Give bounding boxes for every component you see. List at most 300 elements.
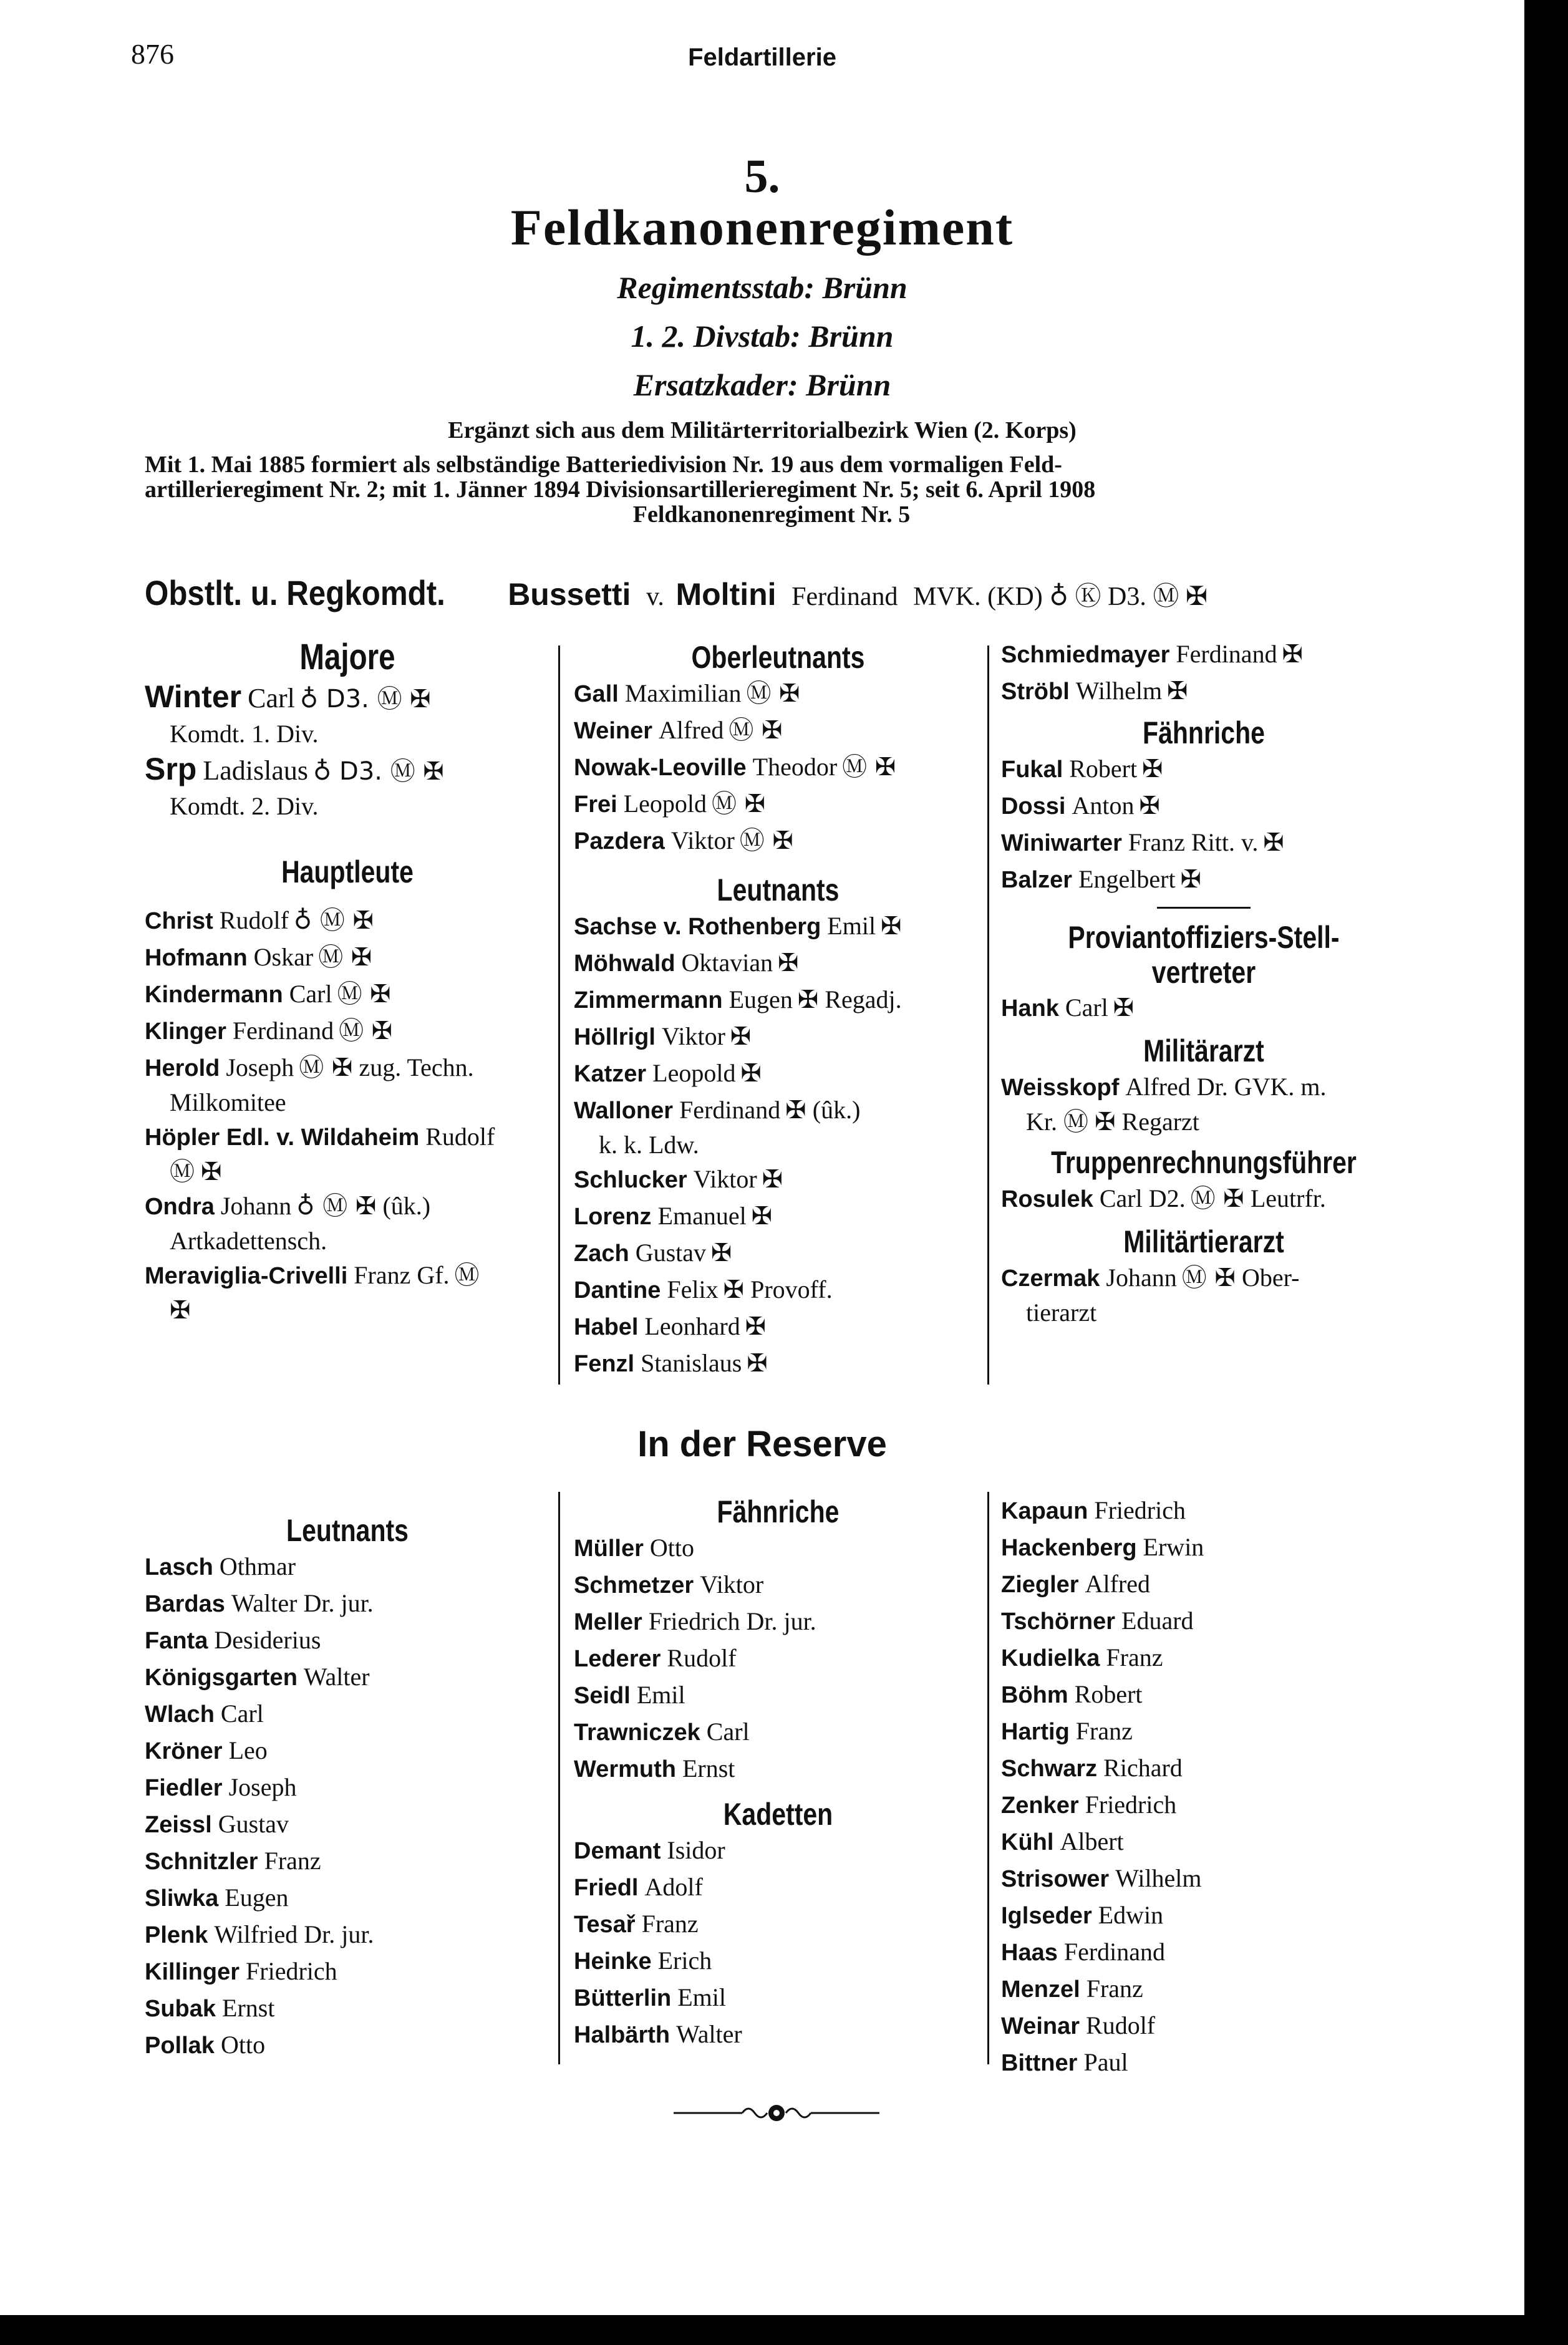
- note: Regadj.: [825, 985, 902, 1013]
- surname: Hackenberg: [1001, 1535, 1137, 1561]
- given-name: Emil: [677, 1983, 726, 2011]
- decorations: ✠: [797, 985, 819, 1014]
- person-entry: [1001, 1860, 1406, 1897]
- person-entry: [1001, 1824, 1406, 1860]
- person-entry: [1001, 2008, 1406, 2044]
- given-name: Leopold: [623, 790, 707, 818]
- person-entry: [574, 1980, 982, 2016]
- leutnants-list: [574, 908, 982, 1382]
- surname: Lederer: [574, 1646, 661, 1672]
- person-entry: [145, 1119, 550, 1156]
- entry-continuation: k. k. Ldw.: [599, 1131, 699, 1159]
- surname: Sliwka: [145, 1885, 219, 1912]
- surname: Weisskopf: [1001, 1075, 1120, 1101]
- person-entry: [1001, 1971, 1406, 2008]
- surname: Hartig: [1001, 1719, 1070, 1745]
- surname: Demant: [574, 1838, 661, 1864]
- given-name: Engelbert: [1078, 865, 1176, 893]
- person-entry: [145, 1659, 550, 1696]
- given-name: Robert: [1074, 1680, 1143, 1708]
- person-entry: [1001, 990, 1406, 1027]
- ornament-end-icon: [674, 2101, 879, 2125]
- given-name: Rudolf: [1086, 2011, 1156, 2039]
- given-name: Anton: [1072, 791, 1135, 820]
- person-entry: [145, 1769, 550, 1806]
- person-entry: [574, 1906, 982, 1943]
- regiment-history: [145, 452, 1398, 527]
- given-name: Franz Ritt. v.: [1128, 828, 1259, 856]
- decorations: ✠: [730, 1022, 752, 1051]
- decorations: ✠: [747, 1349, 768, 1378]
- surname: Ströbl: [1001, 679, 1070, 705]
- heading-reserve-leutnants: Leutnants: [286, 1513, 409, 1548]
- surname: Lorenz: [574, 1204, 652, 1230]
- given-name: Richard: [1103, 1754, 1183, 1782]
- given-name: Wilfried Dr. jur.: [214, 1920, 374, 1948]
- given-name: Gustav: [635, 1239, 707, 1267]
- station-divstab: 1. 2. Divstab: Brünn: [631, 319, 894, 354]
- given-name: Ernst: [222, 1994, 275, 2022]
- surname: Bütterlin: [574, 1985, 672, 2011]
- person-entry: [1001, 1069, 1406, 1106]
- given-name: Rudolf: [667, 1644, 737, 1672]
- person-entry: [574, 675, 982, 712]
- surname: Fenzl: [574, 1351, 635, 1377]
- person-entry: [145, 976, 550, 1013]
- column-divider: [558, 645, 560, 1385]
- surname: Killinger: [145, 1959, 240, 1985]
- surname: Schlucker: [574, 1167, 687, 1193]
- heading-leutnants: Leutnants: [717, 873, 840, 907]
- surname: Kudielka: [1001, 1645, 1100, 1671]
- kadetten-list: [574, 1832, 982, 2053]
- surname: Plenk: [145, 1922, 208, 1948]
- person-entry: [574, 1640, 982, 1677]
- surname: Weiner: [574, 718, 653, 744]
- person-entry: [1001, 1492, 1406, 1529]
- given-name: Carl: [706, 1718, 750, 1746]
- person-entry: [1001, 1750, 1406, 1787]
- active-col-3: [1001, 636, 1406, 1329]
- heading-majore: Majore: [299, 637, 395, 677]
- decorations: Ⓜ ✠: [712, 790, 766, 818]
- given-name: Otto: [649, 1534, 695, 1562]
- decorations: ✠: [745, 1312, 767, 1341]
- person-entry: [574, 749, 982, 786]
- decorations: Ⓜ ✠: [1181, 1264, 1236, 1292]
- surname: Höpler Edl. v. Wildaheim: [145, 1124, 420, 1151]
- reserve-faehnriche-list: [574, 1530, 982, 1787]
- given-name: Carl: [248, 683, 295, 713]
- given-name: Erich: [657, 1946, 712, 1975]
- surname: Subak: [145, 1996, 216, 2022]
- given-name: Wilhelm: [1115, 1864, 1202, 1892]
- surname: Königsgarten: [145, 1665, 298, 1691]
- entry-continuation: Artkadettensch.: [170, 1227, 327, 1255]
- surname: Iglseder: [1001, 1903, 1092, 1929]
- given-name: Ernst: [682, 1754, 735, 1782]
- given-name: Carl D2.: [1099, 1184, 1186, 1212]
- militaerarzt-list: [1001, 1069, 1406, 1138]
- surname: Nowak-Leoville: [574, 755, 747, 781]
- given-name: Johann: [220, 1192, 292, 1220]
- person-entry: [574, 1603, 982, 1640]
- surname: Höllrigl: [574, 1024, 656, 1050]
- given-name: Franz: [641, 1910, 699, 1938]
- surname: Dantine: [574, 1277, 661, 1303]
- person-entry: [1001, 1603, 1406, 1640]
- person-entry: [145, 1257, 550, 1294]
- column-divider: [987, 1492, 989, 2064]
- surname: Sachse v. Rothenberg: [574, 914, 821, 940]
- decorations: ✠: [881, 912, 902, 940]
- surname: Fukal: [1001, 757, 1063, 783]
- surname: Haas: [1001, 1940, 1058, 1966]
- decorations: ♁ Ⓜ ✠: [293, 906, 374, 935]
- given-name: Viktor: [693, 1165, 757, 1193]
- surname: Walloner: [574, 1098, 674, 1124]
- person-entry: [1001, 1934, 1406, 1971]
- decorations: ✠: [1167, 677, 1188, 705]
- person-entry: [145, 1549, 550, 1585]
- commander-decorations: MVK. (KD) ♁ Ⓚ D3. Ⓜ ✠: [913, 583, 1208, 611]
- majors-list: [145, 678, 550, 823]
- person-entry: [145, 1880, 550, 1917]
- surname: Hofmann: [145, 945, 248, 971]
- person-entry: [574, 1018, 982, 1055]
- surname: Ondra: [145, 1194, 215, 1220]
- surname: Srp: [145, 752, 197, 786]
- reserve-title: In der Reserve: [637, 1424, 887, 1464]
- person-entry: [574, 1235, 982, 1272]
- given-name: Joseph: [226, 1053, 294, 1081]
- surname: Seidl: [574, 1683, 631, 1709]
- person-entry: [574, 908, 982, 945]
- given-name: Walter: [303, 1663, 370, 1691]
- given-name: Franz: [264, 1847, 321, 1875]
- surname: Menzel: [1001, 1976, 1080, 2003]
- given-name: Ferdinand: [679, 1096, 781, 1124]
- person-entry: [145, 1585, 550, 1622]
- person-entry: [574, 1092, 982, 1129]
- surname: Czermak: [1001, 1265, 1100, 1292]
- person-entry: [145, 1013, 550, 1050]
- person-entry: [1001, 636, 1406, 673]
- given-name: Alfred Dr. GVK. m.: [1125, 1073, 1327, 1101]
- decorations: Ⓜ ✠: [299, 1053, 353, 1082]
- person-entry: [1001, 1529, 1406, 1566]
- person-entry: [145, 678, 550, 718]
- decorations: Ⓜ ✠: [318, 943, 372, 972]
- tierarzt-list: [1001, 1260, 1406, 1329]
- entry-continuation: Komdt. 2. Div.: [170, 792, 319, 820]
- person-entry: [574, 1567, 982, 1603]
- reserve-col3-list: [1001, 1492, 1406, 2081]
- surname: Winiwarter: [1001, 830, 1122, 856]
- decorations: ✠: [762, 1165, 783, 1194]
- decorations: ✠: [778, 949, 799, 977]
- given-name: Carl: [220, 1700, 264, 1728]
- given-name: Gustav: [218, 1810, 289, 1838]
- proviant-list: [1001, 990, 1406, 1027]
- entry-continuation: tierarzt: [1026, 1298, 1097, 1327]
- given-name: Emil: [636, 1681, 685, 1709]
- station-ersatzkader: Ersatzkader: Brünn: [633, 367, 891, 402]
- surname: Fiedler: [145, 1775, 223, 1801]
- person-entry: [145, 1622, 550, 1659]
- person-entry: [1001, 2044, 1406, 2081]
- person-entry: [574, 712, 982, 749]
- decorations: Ⓜ ✠: [339, 1017, 393, 1045]
- hauptleute-list: [145, 902, 550, 1327]
- person-entry: [1001, 1676, 1406, 1713]
- person-entry: [574, 945, 982, 982]
- decorations: Ⓜ ✠: [1190, 1184, 1244, 1213]
- history-line: artillerieregiment Nr. 2; mit 1. Jänner 1894 Divisionsartillerieregiment Nr. 5; seit 6. April 1908: [145, 476, 1096, 503]
- given-name: Ferdinand: [1176, 640, 1277, 668]
- person-entry: [145, 1806, 550, 1843]
- decorations: Ⓜ ✠: [728, 716, 783, 745]
- surname: Dossi: [1001, 793, 1066, 820]
- surname: Tesař: [574, 1912, 636, 1938]
- person-entry: [574, 1943, 982, 1980]
- heading-oberleutnants: Oberleutnants: [691, 640, 865, 675]
- heading-hauptleute: Hauptleute: [281, 854, 414, 889]
- person-entry: [1001, 1260, 1406, 1297]
- given-name: Alfred: [1085, 1570, 1151, 1598]
- person-entry: [574, 1161, 982, 1198]
- given-name: Paul: [1083, 2048, 1128, 2076]
- given-name: Rudolf: [219, 906, 289, 934]
- given-name: Emil: [827, 912, 876, 940]
- given-name: Viktor: [700, 1570, 764, 1598]
- person-entry: [145, 1050, 550, 1086]
- scan-border-right: [1524, 0, 1568, 2345]
- surname: Kindermann: [145, 982, 283, 1008]
- surname: Trawniczek: [574, 1719, 700, 1746]
- person-entry: [574, 982, 982, 1018]
- surname: Meraviglia-Crivelli: [145, 1263, 348, 1289]
- scan-border-bottom: [0, 2315, 1568, 2345]
- given-name: Oskar: [253, 943, 314, 971]
- person-entry: [1001, 861, 1406, 898]
- given-name: Felix: [667, 1275, 719, 1303]
- surname: Lasch: [145, 1554, 213, 1580]
- surname: Wermuth: [574, 1756, 676, 1782]
- reserve-col-3: [1001, 1492, 1406, 2081]
- surname: Heinke: [574, 1948, 652, 1975]
- given-name: Friedrich Dr. jur.: [648, 1607, 816, 1635]
- decorations: ✠: [711, 1239, 732, 1267]
- person-entry: [1001, 1566, 1406, 1603]
- given-name: Maximilian: [624, 679, 742, 707]
- column-divider: [558, 1492, 560, 2064]
- decorations: ♁ Ⓜ ✠: [296, 1192, 377, 1221]
- surname: Tschörner: [1001, 1608, 1116, 1635]
- given-name: Robert: [1069, 755, 1138, 783]
- given-name: Eugen: [728, 985, 793, 1013]
- person-entry: [574, 1832, 982, 1869]
- surname: Böhm: [1001, 1682, 1068, 1708]
- person-entry: [574, 1198, 982, 1235]
- entry-continuation: Ⓜ ✠: [170, 1158, 222, 1186]
- heading-militaerarzt: Militärarzt: [1143, 1033, 1264, 1068]
- given-name: Ferdinand: [232, 1017, 334, 1045]
- person-entry: [1001, 751, 1406, 788]
- given-name: Leo: [228, 1736, 268, 1764]
- surname: Weinar: [1001, 2013, 1080, 2039]
- person-entry: [1001, 1181, 1406, 1217]
- given-name: Walter: [676, 2020, 742, 2048]
- faehnriche-list: [1001, 751, 1406, 898]
- active-col-1: [145, 636, 550, 1327]
- given-name: Viktor: [661, 1022, 725, 1050]
- surname: Pollak: [145, 2033, 215, 2059]
- decorations: ✠: [751, 1202, 773, 1231]
- surname: Habel: [574, 1314, 639, 1340]
- history-line: Mit 1. Mai 1885 formiert als selbständige Batteriedivision Nr. 19 aus dem vormaligen Feld-: [145, 452, 1062, 478]
- person-entry: [574, 1869, 982, 1906]
- station-regimentsstab: Regimentsstab: Brünn: [617, 270, 907, 305]
- given-name: Franz: [1086, 1975, 1143, 2003]
- surname: Friedl: [574, 1875, 639, 1901]
- given-name: Carl: [289, 980, 332, 1008]
- given-name: Desiderius: [214, 1626, 321, 1654]
- person-entry: [574, 1055, 982, 1092]
- person-entry: [145, 1990, 550, 2027]
- person-entry: [145, 939, 550, 976]
- surname: Balzer: [1001, 867, 1073, 893]
- person-entry: [145, 1696, 550, 1733]
- decorations: ♁ D3. Ⓜ ✠: [313, 757, 444, 786]
- decorations: Ⓜ ✠: [739, 826, 794, 855]
- surname: Christ: [145, 908, 213, 934]
- decorations: ✠: [785, 1096, 806, 1124]
- rechnung-list: [1001, 1181, 1406, 1217]
- person-entry: [574, 2016, 982, 2053]
- decorations: Ⓜ ✠: [746, 679, 800, 708]
- given-name: Leopold: [652, 1059, 736, 1087]
- person-entry: [1001, 1787, 1406, 1824]
- surname: Wlach: [145, 1701, 215, 1728]
- decorations: ✠: [1139, 791, 1160, 820]
- history-line: Feldkanonenregiment Nr. 5: [632, 501, 911, 528]
- decorations: Ⓜ: [454, 1261, 480, 1290]
- surname: Bittner: [1001, 2050, 1078, 2076]
- oberleutnants-list: [574, 675, 982, 859]
- given-name: Otto: [220, 2031, 266, 2059]
- given-name: Stanislaus: [641, 1349, 742, 1377]
- given-name: Rudolf: [425, 1123, 495, 1151]
- person-entry: [145, 2027, 550, 2064]
- commander-rank: Obstlt. u. Regkomdt.: [145, 573, 445, 612]
- given-name: Edwin: [1098, 1901, 1164, 1929]
- given-name: Alfred: [659, 716, 724, 744]
- decorations: ✠: [740, 1059, 762, 1088]
- regiment-number: 5.: [744, 150, 780, 203]
- note: Provoff.: [750, 1275, 833, 1303]
- person-entry: [574, 786, 982, 823]
- reserve-col-2: [574, 1494, 982, 2053]
- entry-continuation: ✠: [170, 1296, 191, 1324]
- note: zug. Techn.: [359, 1053, 474, 1081]
- decorations: ✠: [1263, 828, 1284, 857]
- person-entry: [145, 1843, 550, 1880]
- surname: Gall: [574, 681, 619, 707]
- given-name: Carl: [1065, 994, 1108, 1022]
- surname: Winter: [145, 679, 242, 714]
- given-name: Friedrich: [246, 1957, 337, 1985]
- person-entry: [1001, 1713, 1406, 1750]
- decorations: Ⓜ ✠: [337, 980, 391, 1008]
- person-entry: [145, 750, 550, 790]
- decorations: ♁ D3. Ⓜ ✠: [299, 685, 431, 713]
- surname: Pazdera: [574, 828, 665, 854]
- divider-rule: [1157, 907, 1251, 909]
- decorations: ✠: [1180, 865, 1202, 894]
- commander-given: Ferdinand: [791, 583, 898, 611]
- surname: Kühl: [1001, 1829, 1054, 1855]
- note: (ûk.): [382, 1192, 431, 1220]
- decorations: ✠: [723, 1275, 745, 1304]
- person-entry: [574, 1751, 982, 1787]
- surname: Hank: [1001, 995, 1059, 1022]
- given-name: Isidor: [667, 1836, 725, 1864]
- given-name: Adolf: [644, 1873, 703, 1901]
- column-divider: [987, 645, 989, 1385]
- recruitment-note: Ergänzt sich aus dem Militärterritorialbezirk Wien (2. Korps): [448, 417, 1077, 443]
- surname: Zeissl: [145, 1812, 212, 1838]
- given-name: Friedrich: [1094, 1496, 1186, 1524]
- given-name: Friedrich: [1085, 1791, 1177, 1819]
- given-name: Viktor: [670, 826, 735, 854]
- heading-truppenrechnungsfuehrer: Truppenrechnungsführer: [1051, 1145, 1357, 1180]
- person-entry: [574, 1345, 982, 1382]
- surname: Schmetzer: [574, 1572, 694, 1598]
- running-head: Feldartillerie: [688, 44, 836, 71]
- person-entry: [145, 1917, 550, 1953]
- surname: Meller: [574, 1609, 642, 1635]
- surname: Bardas: [145, 1591, 225, 1617]
- reserve-leutnants-list: [145, 1549, 550, 2064]
- person-entry: [145, 902, 550, 939]
- given-name: Ladislaus: [203, 755, 308, 786]
- person-entry: [574, 823, 982, 859]
- given-name: Oktavian: [681, 949, 773, 977]
- person-entry: [574, 1677, 982, 1714]
- surname: Kapaun: [1001, 1498, 1088, 1524]
- note: (ûk.): [812, 1096, 861, 1124]
- entry-continuation: Komdt. 1. Div.: [170, 720, 319, 748]
- person-entry: [574, 1530, 982, 1567]
- person-entry: [1001, 824, 1406, 861]
- heading-militaertierarzt: Militärtierarzt: [1123, 1224, 1284, 1259]
- commander-surname: Bussetti: [508, 577, 631, 612]
- surname: Ziegler: [1001, 1572, 1079, 1598]
- surname: Zenker: [1001, 1792, 1079, 1819]
- given-name: Walter Dr. jur.: [231, 1589, 374, 1617]
- regiment-title: Feldkanonenregiment: [510, 199, 1014, 256]
- surname: Schmiedmayer: [1001, 642, 1170, 668]
- surname: Zimmermann: [574, 987, 723, 1013]
- given-name: Franz: [1106, 1643, 1163, 1671]
- surname: Rosulek: [1001, 1186, 1093, 1212]
- given-name: Franz Gf.: [354, 1261, 450, 1289]
- person-entry: [1001, 1897, 1406, 1934]
- given-name: Albert: [1060, 1827, 1124, 1855]
- surname: Schnitzler: [145, 1849, 258, 1875]
- surname: Katzer: [574, 1061, 647, 1087]
